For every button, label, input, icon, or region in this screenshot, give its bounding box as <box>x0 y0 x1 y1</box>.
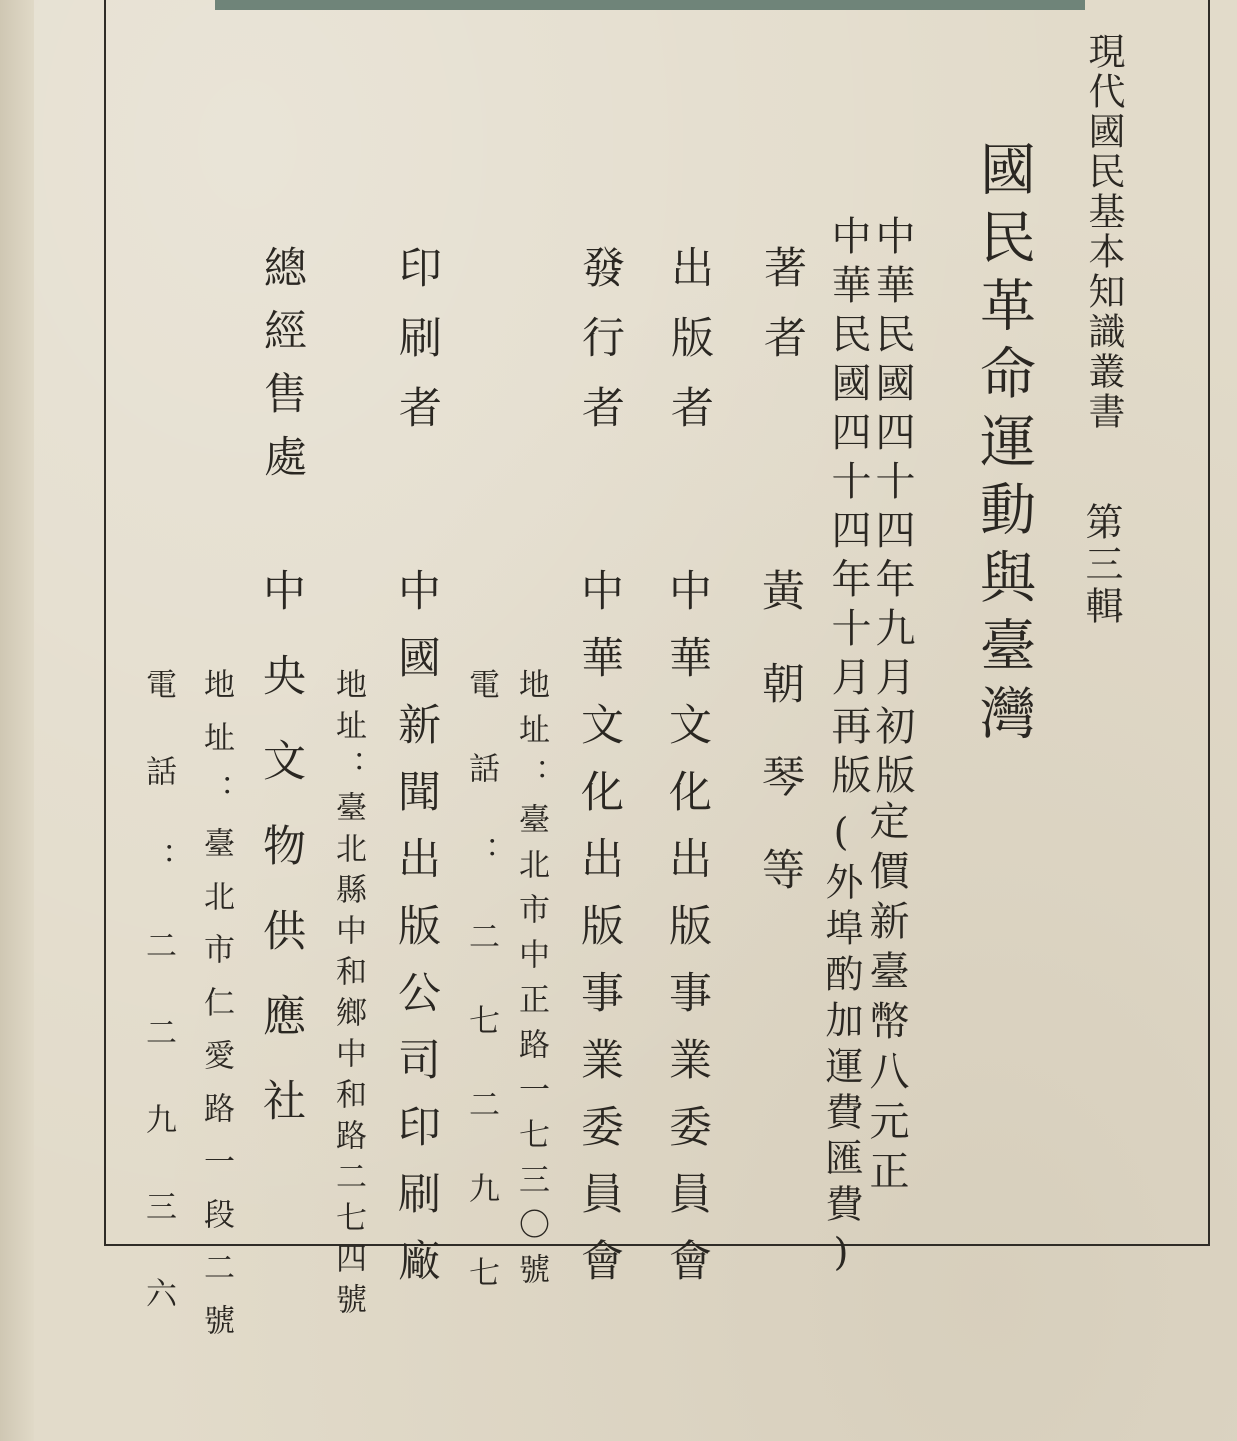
publisher-value: 中華文化出版事業委員會 <box>662 568 712 1305</box>
volume-number: 第三輯 <box>1079 502 1123 628</box>
sales-agent-value: 中央文物供應社 <box>256 568 306 1163</box>
distributor-address: 地址：臺北市中正路一七三〇號 <box>513 668 549 1298</box>
distributor-phone: 電話：二七二九七 <box>463 668 499 1340</box>
sales-agent-address: 地址：臺北市仁愛路一段二號 <box>198 668 234 1357</box>
first-edition-date: 中華民國四十四年九月初版 <box>869 215 915 803</box>
distributor-value: 中華文化出版事業委員會 <box>574 568 624 1305</box>
series-title: 現代國民基本知識叢書 <box>1082 32 1125 432</box>
distributor-label: 發行者 <box>575 245 625 455</box>
publisher-label: 出版者 <box>664 245 714 455</box>
second-edition-date: 中華民國四十四年十月再版 <box>825 215 871 803</box>
price: 定價新臺幣八元正 <box>863 800 909 1200</box>
page-spine-shadow <box>0 0 34 1441</box>
sales-agent-phone: 電話：二二九三六 <box>140 668 176 1364</box>
book-title: 國民革命運動與臺灣 <box>971 140 1036 752</box>
author-label: 著者 <box>757 245 807 385</box>
printer-address: 地址：臺北縣中和鄉中和路二七四號 <box>330 668 366 1324</box>
printer-label: 印刷者 <box>392 245 442 455</box>
printer-value: 中國新聞出版公司印刷廠 <box>391 568 441 1305</box>
sales-agent-label: 總經售處 <box>257 245 307 497</box>
author-value: 黃朝琴等 <box>755 568 805 940</box>
price-note: (外埠酌加運費匯費) <box>819 810 863 1282</box>
